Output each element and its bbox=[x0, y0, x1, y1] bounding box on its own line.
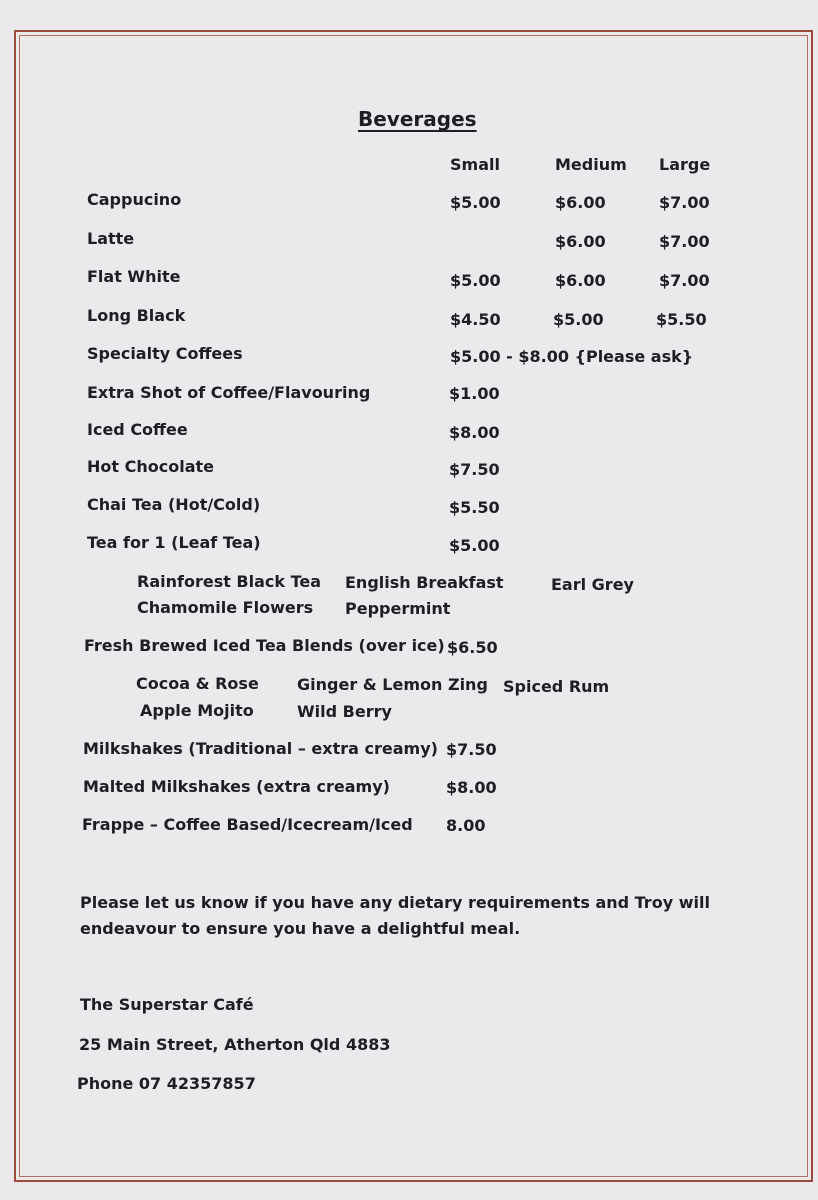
price-medium: $5.00 bbox=[553, 310, 604, 329]
item-name: Cappucino bbox=[87, 190, 182, 209]
header-large: Large bbox=[659, 155, 711, 174]
item-name: Tea for 1 (Leaf Tea) bbox=[87, 533, 261, 552]
item-name: Malted Milkshakes (extra creamy) bbox=[83, 777, 390, 796]
price-large: $7.00 bbox=[659, 271, 710, 290]
price-small: $5.00 bbox=[450, 271, 501, 290]
item-name: Latte bbox=[87, 229, 135, 248]
cafe-name: The Superstar Café bbox=[80, 995, 254, 1014]
item-name: Long Black bbox=[87, 306, 186, 325]
item-price: $6.50 bbox=[447, 638, 498, 657]
iced-tea-blend: Wild Berry bbox=[297, 702, 392, 721]
item-price: $5.00 - $8.00 {Please ask} bbox=[450, 347, 694, 366]
item-price: $8.00 bbox=[449, 423, 500, 442]
iced-tea-blend: Ginger & Lemon Zing bbox=[297, 675, 488, 694]
iced-tea-blend: Cocoa & Rose bbox=[136, 674, 259, 693]
item-name: Flat White bbox=[87, 267, 181, 286]
item-price: 8.00 bbox=[446, 816, 486, 835]
tea-variety: Earl Grey bbox=[551, 575, 634, 594]
item-name: Specialty Coffees bbox=[87, 344, 243, 363]
item-name: Milkshakes (Traditional – extra creamy) bbox=[83, 739, 438, 758]
header-small: Small bbox=[450, 155, 500, 174]
price-medium: $6.00 bbox=[555, 271, 606, 290]
item-name: Extra Shot of Coffee/Flavouring bbox=[87, 383, 371, 402]
item-price: $7.50 bbox=[446, 740, 497, 759]
item-name: Iced Coffee bbox=[87, 420, 188, 439]
item-price: $5.00 bbox=[449, 536, 500, 555]
price-small: $5.00 bbox=[450, 193, 501, 212]
header-medium: Medium bbox=[555, 155, 627, 174]
iced-tea-blend: Apple Mojito bbox=[140, 701, 254, 720]
price-medium: $6.00 bbox=[555, 232, 606, 251]
tea-variety: Rainforest Black Tea bbox=[137, 572, 322, 591]
tea-variety: Peppermint bbox=[345, 599, 451, 618]
dietary-note-line-1: Please let us know if you have any dietary requirements and Troy will bbox=[80, 893, 710, 912]
cafe-phone: Phone 07 42357857 bbox=[77, 1074, 256, 1093]
item-name: Chai Tea (Hot/Cold) bbox=[87, 495, 261, 514]
price-large: $5.50 bbox=[656, 310, 707, 329]
cafe-address: 25 Main Street, Atherton Qld 4883 bbox=[79, 1035, 391, 1054]
iced-tea-blend: Spiced Rum bbox=[503, 677, 610, 696]
price-large: $7.00 bbox=[659, 193, 710, 212]
item-name: Fresh Brewed Iced Tea Blends (over ice) bbox=[84, 636, 445, 655]
item-price: $8.00 bbox=[446, 778, 497, 797]
item-price: $1.00 bbox=[449, 384, 500, 403]
item-price: $7.50 bbox=[449, 460, 500, 479]
item-name: Frappe – Coffee Based/Icecream/Iced bbox=[82, 815, 413, 834]
dietary-note-line-2: endeavour to ensure you have a delightful meal. bbox=[80, 919, 521, 938]
item-price: $5.50 bbox=[449, 498, 500, 517]
menu-title: Beverages bbox=[358, 107, 477, 131]
item-name: Hot Chocolate bbox=[87, 457, 214, 476]
price-medium: $6.00 bbox=[555, 193, 606, 212]
price-large: $7.00 bbox=[659, 232, 710, 251]
tea-variety: English Breakfast bbox=[345, 573, 504, 592]
price-small: $4.50 bbox=[450, 310, 501, 329]
tea-variety: Chamomile Flowers bbox=[137, 598, 314, 617]
